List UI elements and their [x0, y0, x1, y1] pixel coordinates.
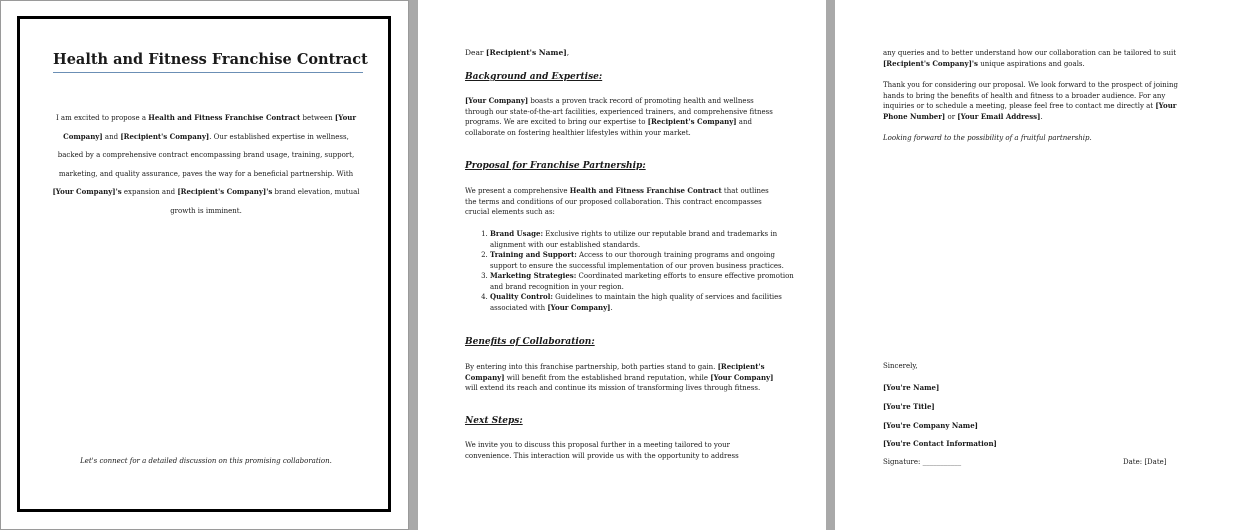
proposal-text-2: that outlines the terms and conditions of our proposed collaboration. This contract encompasses crucial elements such as:	[465, 187, 769, 216]
intro-bold-contract: Health and Fitness Franchise Contract	[148, 113, 301, 122]
background-bold-2: [Recipient's Company]	[647, 117, 737, 126]
background-text-1: boasts a proven track record of promoting health and wellness through our state-of-the-art facilities, experienced trainers, and comprehensive fitness programs. We are excited to bring our expertise to	[465, 97, 773, 126]
intro-text-2: between	[300, 114, 335, 122]
intro-text-3: and	[102, 132, 121, 141]
page-border	[17, 16, 391, 512]
signer-company: [You're Company Name]	[883, 421, 978, 430]
page-2	[418, 0, 826, 530]
list-item	[490, 271, 796, 292]
list-item-text: Guidelines to maintain the high quality of services and facilities associated with	[490, 293, 782, 312]
thanks-text-1: Thank you for considering our proposal. We look forward to the prospect of joining hands to bring the benefits of health and fitness to a broader audience. For any inquiries or to schedule a meeting, please feel free to contact me directly at	[883, 81, 1179, 110]
looking-forward-line: Looking forward to the possibility of a fruitful partnership.	[883, 134, 1092, 142]
signer-name: [You're Name]	[883, 383, 940, 392]
continued-paragraph	[883, 48, 1195, 69]
list-item-label: Training and Support:	[490, 250, 577, 259]
list-item	[490, 250, 796, 271]
proposal-text-1: We present a comprehensive	[465, 187, 570, 195]
date-field: Date: [Date]	[1123, 458, 1167, 466]
signer-title: [You're Title]	[883, 402, 935, 411]
list-item-label: Quality Control:	[490, 292, 553, 301]
benefits-paragraph	[465, 362, 777, 394]
benefits-bold-2: [Your Company]	[710, 372, 774, 382]
signer-contact: [You're Contact Information]	[883, 439, 997, 448]
list-item-bold-company: [Your Company]	[547, 302, 611, 312]
closing-line: Let's connect for a detailed discussion on this promising collaboration.	[80, 457, 332, 465]
intro-text-5: expansion and	[121, 188, 178, 196]
thanks-text-2: or	[945, 112, 958, 121]
background-text-2: and collaborate on fostering healthier lifestyles within your market.	[465, 118, 752, 137]
benefits-heading: Benefits of Collaboration:	[465, 337, 595, 347]
salutation-prefix: Dear	[465, 48, 486, 57]
continued-bold-1: [Recipient's Company]'s	[883, 58, 978, 68]
thanks-text-3: .	[1040, 112, 1043, 121]
salutation	[465, 48, 785, 59]
list-item	[490, 229, 796, 250]
next-steps-paragraph: We invite you to discuss this proposal further in a meeting tailored to your convenience. This interaction will provide us with the opportunity to address	[465, 441, 739, 460]
continued-text-1: any queries and to better understand how our collaboration can be tailored to suit	[883, 49, 1177, 57]
list-item-text: Coordinated marketing efforts to ensure effective promotion and brand recognition in your region.	[490, 272, 794, 291]
thanks-paragraph	[883, 80, 1197, 122]
salutation-name: [Recipient's Name]	[485, 48, 567, 57]
document-title: Health and Fitness Franchise Contract	[53, 51, 363, 73]
intro-bold-your-company-poss: [Your Company]'s	[52, 187, 122, 196]
proposal-paragraph	[465, 186, 771, 218]
list-item-label: Marketing Strategies:	[490, 271, 577, 280]
benefits-text-1: By entering into this franchise partnership, both parties stand to gain.	[465, 363, 718, 371]
next-steps-heading: Next Steps:	[465, 416, 523, 426]
list-item-text: Exclusive rights to utilize our reputable brand and trademarks in alignment with our established standards.	[490, 230, 778, 249]
intro-paragraph	[51, 109, 361, 220]
salutation-suffix: ,	[566, 48, 570, 57]
intro-text-4: . Our established expertise in wellness, backed by a comprehensive contract encompassing brand usage, training, support, marketing, and quality assurance, paves the way for a beneficial partnership. With	[57, 132, 355, 178]
list-item-end: .	[610, 303, 613, 312]
intro-bold-recipient-company: [Recipient's Company]	[120, 131, 210, 141]
continued-text-2: unique aspirations and goals.	[978, 59, 1085, 68]
proposal-heading: Proposal for Franchise Partnership:	[465, 161, 646, 171]
thanks-bold-phone: [Your Phone Number]	[883, 101, 1177, 121]
thanks-bold-email: [Your Email Address]	[957, 111, 1041, 121]
elements-list	[466, 229, 796, 313]
background-bold-1: [Your Company]	[465, 96, 529, 105]
background-heading: Background and Expertise:	[465, 72, 603, 82]
sincerely-line: Sincerely,	[883, 362, 918, 370]
intro-text-1: I am excited to propose a	[55, 114, 149, 122]
background-paragraph	[465, 96, 777, 138]
list-item-label: Brand Usage:	[490, 229, 544, 238]
benefits-bold-1: [Recipient's Company]	[465, 362, 765, 382]
page-3	[835, 0, 1244, 530]
benefits-text-2: will benefit from the established brand reputation, while	[504, 373, 711, 382]
list-item	[490, 292, 796, 313]
list-item-text: Access to our thorough training programs and ongoing support to ensure the successful implementation of our proven business practices.	[490, 251, 784, 270]
intro-text-6: brand elevation, mutual growth is imminent.	[170, 188, 360, 215]
proposal-bold-contract: Health and Fitness Franchise Contract	[569, 186, 722, 195]
intro-bold-your-company: [Your Company]	[63, 113, 357, 141]
benefits-text-3: will extend its reach and continue its mission of transforming lives through fitness.	[465, 384, 761, 392]
intro-bold-recipient-company-poss: [Recipient's Company]'s	[177, 187, 273, 196]
page-1	[0, 0, 409, 530]
signature-field: Signature: ___________	[883, 458, 962, 466]
